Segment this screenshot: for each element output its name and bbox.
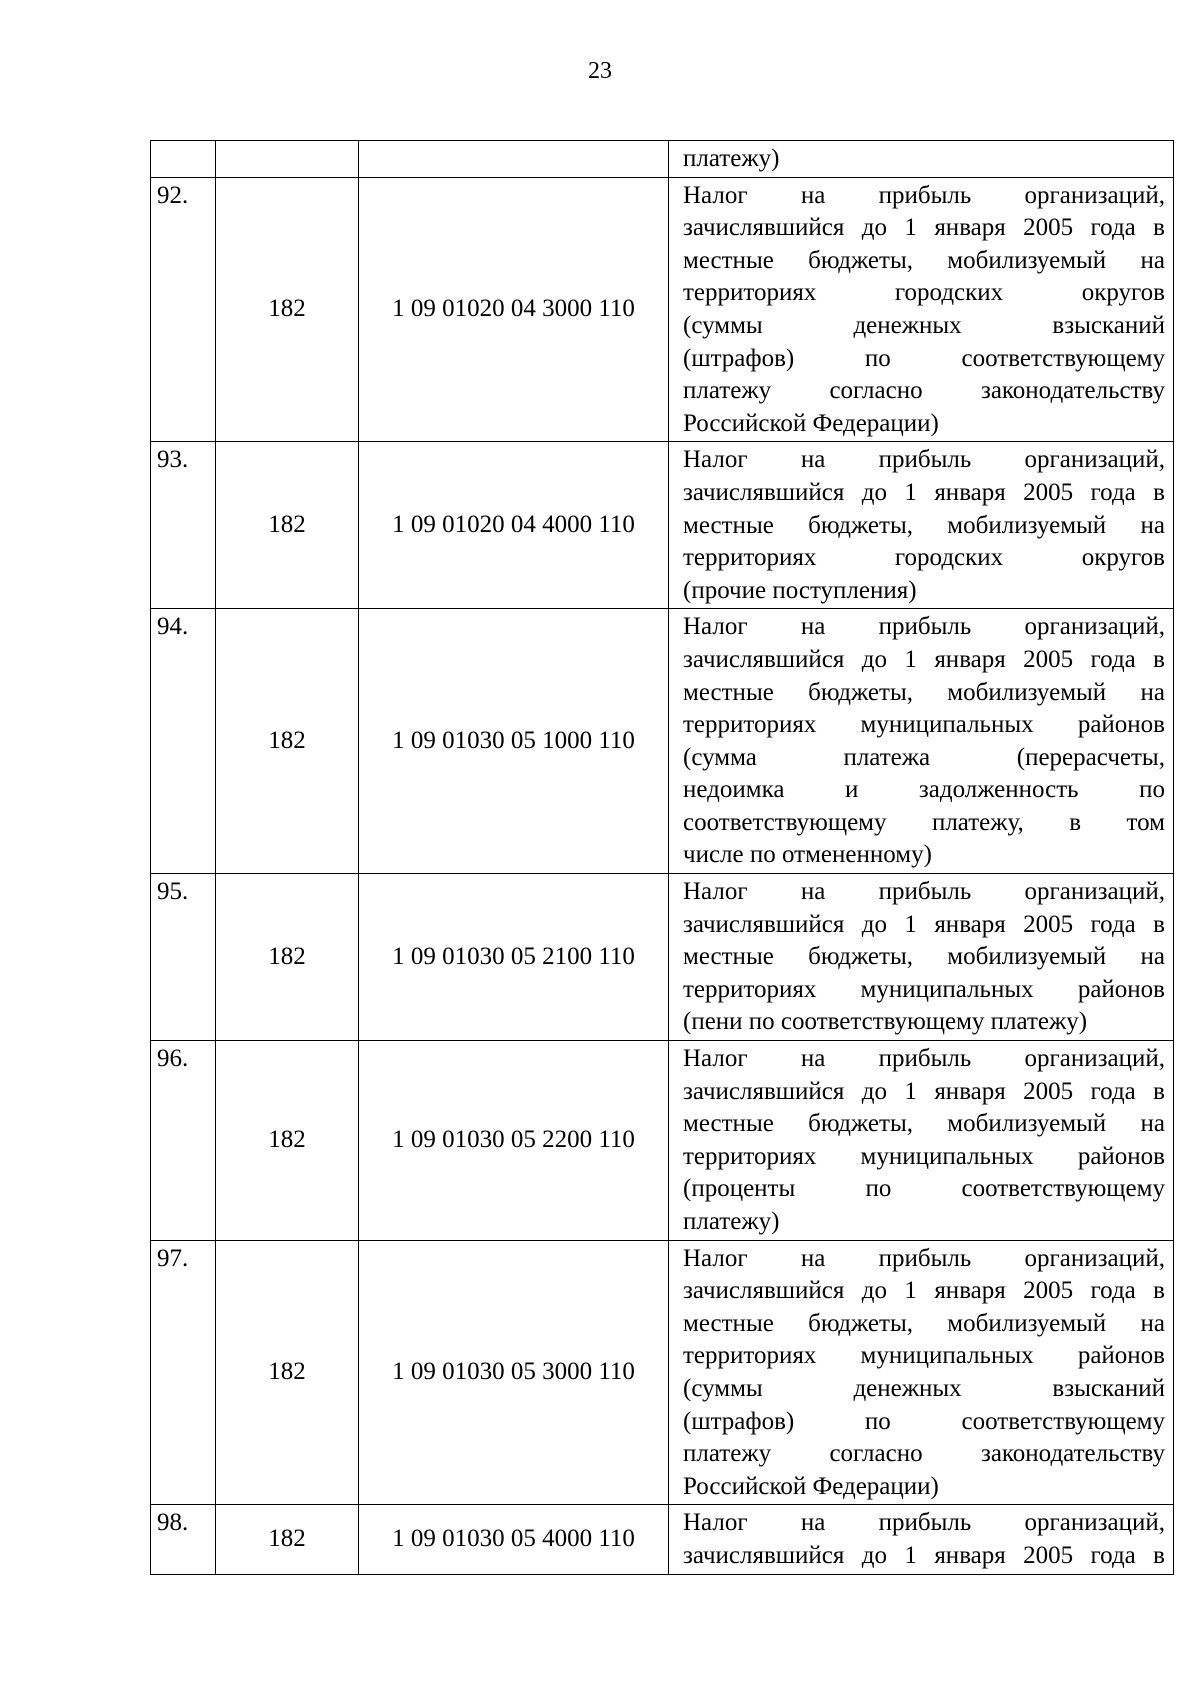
description-word: 1 [904,645,917,673]
description-word: 1 [904,478,917,506]
description-word: прибыль [878,1045,972,1073]
description-word: бюджеты, [808,511,913,539]
table-body [151,141,1174,1575]
description-word: года [1090,478,1136,506]
description-word: в [1153,478,1165,506]
description-word: (штрафов) [683,344,795,372]
description-word: законодательству [980,1440,1165,1468]
description-line [683,408,1165,441]
description-line [683,1275,1165,1308]
description-word: по [864,344,891,372]
row-number-cell: 92. [151,177,216,442]
row-number-cell: 95. [151,874,216,1041]
description-word: округов [1081,544,1165,572]
description-word: (штрафов) [683,1407,795,1435]
description-word: 2005 [1023,1541,1074,1569]
description-word: (сумма [683,743,757,771]
description-word: по [864,1407,891,1435]
income-description-cell [669,874,1174,1041]
description-word: и [844,776,859,804]
description-word: января [934,214,1006,242]
description-word: организаций, [1024,613,1165,641]
description-word: на [1140,1110,1165,1138]
description-line [683,1243,1165,1276]
description-line [683,909,1165,942]
description-word: 1 [904,910,917,938]
description-word: мобилизуемый [947,1309,1107,1337]
description-word: января [934,910,1006,938]
description-word: платежу, [931,808,1024,836]
description-word: года [1090,1077,1136,1105]
description-word: на [800,613,826,641]
description-word: Налог [683,1244,748,1272]
description-word: в [1153,1077,1165,1105]
administrator-code-cell: 182 [216,177,359,442]
description-word: задолженность [918,776,1079,804]
description-word: на [800,878,826,906]
description-word: 1 [904,1277,917,1305]
description-word: зачислявшийся [683,214,845,242]
description-word: местные [683,511,774,539]
administrator-code-cell: 182 [216,609,359,874]
description-word: до [861,1077,888,1105]
description-word: Налог [683,1045,748,1073]
description-line [683,444,1165,477]
description-word: взысканий [1052,311,1165,339]
description-word: на [800,181,826,209]
row-number-cell: 97. [151,1240,216,1505]
description-word: (проценты [683,1175,796,1203]
budget-codes-table [150,140,1174,1575]
description-word: районов [1077,975,1165,1003]
description-word: муниципальных [860,711,1034,739]
description-word: (суммы [683,311,763,339]
description-word: организаций, [1024,1509,1165,1537]
description-word: бюджеты, [808,943,913,971]
description-line [683,277,1165,310]
description-line [683,375,1165,408]
description-line [683,1507,1165,1540]
description-word: муниципальных [860,975,1034,1003]
description-word: января [934,1277,1006,1305]
description-line [683,1406,1165,1439]
description-word: на [1140,511,1165,539]
description-word: территориях [683,544,817,572]
table-row [151,1240,1174,1505]
description-word: платежу [683,1440,772,1468]
description-word: на [1140,246,1165,274]
description-text: Российской Федерации) [683,409,939,437]
row-number-cell: 98. [151,1505,216,1574]
description-word: в [1153,910,1165,938]
description-line [683,1006,1165,1039]
description-word: до [861,1277,888,1305]
description-text: (пени по соответствующему платежу) [683,1008,1088,1036]
description-word: бюджеты, [808,1110,913,1138]
description-word: до [861,1541,888,1569]
description-word: платежа [843,743,931,771]
description-text: числе по отмененному) [683,841,932,869]
description-word: 2005 [1023,214,1074,242]
description-word: на [1140,678,1165,706]
description-word: местные [683,943,774,971]
description-word: соответствующему [961,344,1165,372]
description-word: на [800,1509,826,1537]
description-word: 1 [904,1077,917,1105]
description-line [683,1540,1165,1573]
description-word: местные [683,1110,774,1138]
description-line [683,611,1165,644]
description-word: недоимка [683,776,785,804]
description-word: зачислявшийся [683,1077,845,1105]
description-word: мобилизуемый [947,943,1107,971]
description-word: 1 [904,214,917,242]
table-row [151,874,1174,1041]
budget-classification-code-cell: 1 09 01020 04 3000 110 [359,177,669,442]
description-word: 2005 [1023,1277,1074,1305]
description-word: прибыль [878,181,972,209]
description-word: муниципальных [860,1342,1034,1370]
description-word: территориях [683,1142,817,1170]
description-word: том [1126,808,1165,836]
description-word: в [1153,645,1165,673]
description-word: Налог [683,613,748,641]
description-line [683,774,1165,807]
description-word: городских [894,279,1004,307]
description-word: Налог [683,446,748,474]
budget-classification-code-cell: 1 09 01020 04 4000 110 [359,442,669,609]
description-word: прибыль [878,446,972,474]
description-word: зачислявшийся [683,645,845,673]
description-word: районов [1077,1142,1165,1170]
description-word: районов [1077,1342,1165,1370]
income-description-cell [669,177,1174,442]
row-number-cell: 93. [151,442,216,609]
description-word: 2005 [1023,478,1074,506]
description-word: января [934,1541,1006,1569]
budget-classification-code-cell: 1 09 01030 05 1000 110 [359,609,669,874]
description-text: (прочие поступления) [683,576,917,604]
description-line [683,1471,1165,1504]
description-line [683,709,1165,742]
description-word: соответствующему [961,1407,1165,1435]
administrator-code-cell: 182 [216,1240,359,1505]
description-word: мобилизуемый [947,678,1107,706]
description-word: года [1090,1541,1136,1569]
description-word: на [1140,943,1165,971]
description-line [683,212,1165,245]
budget-classification-code-cell: 1 09 01030 05 3000 110 [359,1240,669,1505]
description-word: года [1090,1277,1136,1305]
row-number-cell: 96. [151,1041,216,1241]
description-word: года [1090,910,1136,938]
income-description-cell [669,1240,1174,1505]
income-description-cell [669,1041,1174,1241]
description-line [683,876,1165,909]
description-word: районов [1077,711,1165,739]
income-description-cell [669,442,1174,609]
description-word: до [861,214,888,242]
description-word: мобилизуемый [947,511,1107,539]
description-word: января [934,1077,1006,1105]
row-number-cell: 94. [151,609,216,874]
description-word: Налог [683,181,748,209]
description-line [683,1173,1165,1206]
description-line [683,477,1165,510]
description-word: местные [683,246,774,274]
description-word: территориях [683,279,817,307]
description-line [683,644,1165,677]
description-word: территориях [683,711,817,739]
income-description-cell [669,1505,1174,1574]
description-word: зачислявшийся [683,1277,845,1305]
description-line [683,245,1165,278]
description-line [683,510,1165,543]
description-line [683,1076,1165,1109]
description-text: платежу) [683,1208,780,1235]
description-line [683,1043,1165,1076]
description-word: на [800,446,826,474]
description-line [683,742,1165,775]
description-word: организаций, [1024,181,1165,209]
description-word: организаций, [1024,1045,1165,1073]
description-word: в [1069,808,1082,836]
description-word: прибыль [878,1244,972,1272]
administrator-code-cell [216,141,359,178]
description-word: до [861,478,888,506]
description-line [683,941,1165,974]
budget-classification-code-cell: 1 09 01030 05 2100 110 [359,874,669,1041]
description-word: Налог [683,878,748,906]
description-word: местные [683,1309,774,1337]
table-row [151,177,1174,442]
description-word: муниципальных [860,1142,1034,1170]
description-word: зачислявшийся [683,910,845,938]
description-word: бюджеты, [808,246,913,274]
description-line [683,310,1165,343]
description-line [683,807,1165,840]
description-line [683,542,1165,575]
administrator-code-cell: 182 [216,1041,359,1241]
description-word: денежных [853,311,962,339]
description-word: платежу [683,377,772,405]
description-text: платежу) [683,145,780,172]
description-word: территориях [683,1342,817,1370]
description-word: территориях [683,975,817,1003]
description-word: на [800,1045,826,1073]
page-number: 23 [588,58,612,84]
budget-classification-code-cell: 1 09 01030 05 4000 110 [359,1505,669,1574]
description-word: до [861,645,888,673]
budget-classification-code-cell: 1 09 01030 05 2200 110 [359,1041,669,1241]
description-word: зачислявшийся [683,1541,845,1569]
description-word: бюджеты, [808,1309,913,1337]
description-word: мобилизуемый [947,246,1107,274]
table-row [151,609,1174,874]
description-word: года [1090,214,1136,242]
description-word: (перерасчеты, [1016,743,1165,771]
description-word: по [1139,776,1165,804]
description-word: округов [1081,279,1165,307]
table-row [151,1505,1174,1574]
description-text: Российской Федерации) [683,1472,939,1500]
description-word: прибыль [878,613,972,641]
description-line [683,974,1165,1007]
description-word: прибыль [878,878,972,906]
description-line [683,575,1165,608]
description-word: 1 [904,1541,917,1569]
description-word: взысканий [1052,1374,1165,1402]
description-word: зачислявшийся [683,478,845,506]
administrator-code-cell: 182 [216,874,359,1041]
description-word: городских [894,544,1004,572]
description-word: согласно [829,377,923,405]
description-word: соответствующему [683,808,887,836]
description-word: организаций, [1024,878,1165,906]
description-word: мобилизуемый [947,1110,1107,1138]
description-word: денежных [853,1374,962,1402]
description-word: (суммы [683,1374,763,1402]
description-line [683,343,1165,376]
description-word: до [861,910,888,938]
budget-classification-code-cell [359,141,669,178]
description-word: 2005 [1023,1077,1074,1105]
table-row [151,141,1174,178]
description-line [683,1340,1165,1373]
table-row [151,442,1174,609]
description-line [683,1108,1165,1141]
row-number-cell [151,141,216,178]
description-line [683,1373,1165,1406]
description-word: бюджеты, [808,678,913,706]
description-word: законодательству [980,377,1165,405]
description-word: января [934,645,1006,673]
description-word: года [1090,645,1136,673]
description-word: 2005 [1023,645,1074,673]
description-word: прибыль [878,1509,972,1537]
administrator-code-cell: 182 [216,442,359,609]
description-word: на [800,1244,826,1272]
description-word: по [865,1175,892,1203]
description-word: местные [683,678,774,706]
description-word: в [1153,1541,1165,1569]
description-line [683,1141,1165,1174]
description-word: на [1140,1309,1165,1337]
description-word: организаций, [1024,446,1165,474]
description-line [683,180,1165,213]
table-row [151,1041,1174,1241]
description-line [683,143,1165,176]
description-line [683,677,1165,710]
administrator-code-cell: 182 [216,1505,359,1574]
description-word: в [1153,214,1165,242]
description-line [683,839,1165,872]
income-description-cell [669,141,1174,178]
income-description-cell [669,609,1174,874]
description-word: января [934,478,1006,506]
description-word: 2005 [1023,910,1074,938]
description-line [683,1308,1165,1341]
description-word: в [1153,1277,1165,1305]
description-line [683,1438,1165,1471]
description-word: Налог [683,1509,748,1537]
description-word: организаций, [1024,1244,1165,1272]
description-word: соответствующему [961,1175,1165,1203]
description-line [683,1206,1165,1239]
description-word: согласно [829,1440,923,1468]
